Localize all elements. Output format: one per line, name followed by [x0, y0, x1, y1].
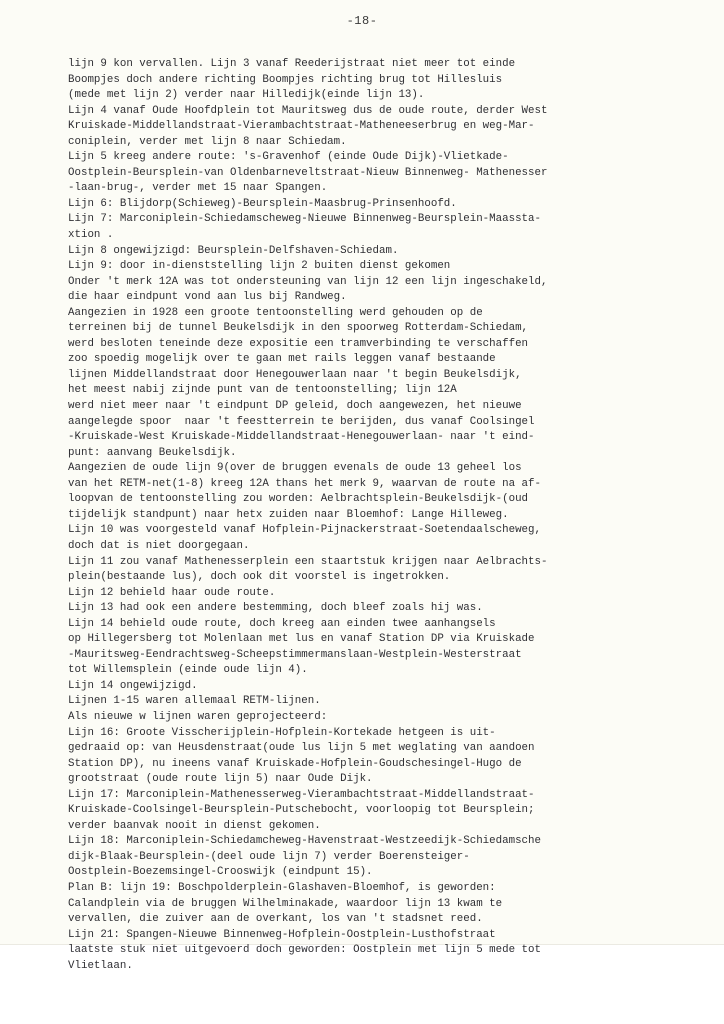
text-line: Aangezien de oude lijn 9(over de bruggen evenals de oude 13 geheel los [68, 462, 522, 475]
text-line: plein(bestaande lus), doch ook dit voorstel is ingetrokken. [68, 571, 451, 584]
text-line: Lijn 16: Groote Visscherijplein-Hofplein-Kortekade hetgeen is uit- [68, 726, 496, 739]
text-line: vervallen, die zuiver aan de overkant, los van 't stadsnet reed. [68, 913, 483, 926]
text-line: terreinen bij de tunnel Beukelsdijk in den spoorweg Rotterdam-Schiedam, [68, 322, 529, 335]
page-number: -18- [346, 14, 378, 28]
text-line: -Kruiskade-West Kruiskade-Middellandstraat-Henegouwerlaan- naar 't eind- [68, 431, 535, 444]
text-line: punt: aanvang Beukelsdijk. [68, 446, 237, 459]
text-line: die haar eindpunt vond aan lus bij Randweg. [68, 291, 347, 304]
text-line: lijnen Middellandstraat door Henegouwerlaan naar 't begin Beukelsdijk, [68, 368, 522, 381]
text-line: doch dat is niet doorgegaan. [68, 539, 250, 552]
text-line: coniplein, verder met lijn 8 naar Schiedam. [68, 135, 347, 148]
text-line: Onder 't merk 12A was tot ondersteuning van lijn 12 een lijn ingeschakeld, [68, 275, 548, 288]
text-line: -laan-brug-, verder met 15 naar Spangen. [68, 182, 328, 195]
text-line: Lijn 5 kreeg andere route: 's-Gravenhof (einde Oude Dijk)-Vlietkade- [68, 151, 509, 164]
text-line: laatste stuk niet uitgevoerd doch geworden: Oostplein met lijn 5 mede tot [68, 944, 541, 957]
text-line: werd niet meer naar 't eindpunt DP geleid, doch aangewezen, het nieuwe [68, 400, 522, 413]
text-line: Lijn 10 was voorgesteld vanaf Hofplein-Pijnackerstraat-Soetendaalscheweg, [68, 524, 541, 537]
text-line: Lijn 14 ongewijzigd. [68, 679, 198, 692]
text-line: xtion . [68, 229, 114, 242]
text-line: Lijn 17: Marconiplein-Mathenesserweg-Vierambachtstraat-Middellandstraat- [68, 788, 535, 801]
text-line: Aangezien in 1928 een groote tentoonstelling werd gehouden op de [68, 306, 483, 319]
text-line: grootstraat (oude route lijn 5) naar Oude Dijk. [68, 773, 373, 786]
text-line: Lijn 12 behield haar oude route. [68, 586, 276, 599]
text-line: Station DP), nu ineens vanaf Kruiskade-Hofplein-Goudschesingel-Hugo de [68, 757, 522, 770]
text-line: dijk-Blaak-Beursplein-(deel oude lijn 7) verder Boerensteiger- [68, 850, 470, 863]
text-line: Lijn 18: Marconiplein-Schiedamcheweg-Havenstraat-Westzeedijk-Schiedamsche [68, 835, 541, 848]
text-line: Kruiskade-Coolsingel-Beursplein-Putschebocht, voorloopig tot Beursplein; [68, 804, 535, 817]
text-line: -Mauritsweg-Eendrachtsweg-Scheepstimmermanslaan-Westplein-Westerstraat [68, 648, 522, 661]
text-line: Lijn 4 vanaf Oude Hoofdplein tot Mauritsweg dus de oude route, derder West [68, 104, 548, 117]
text-line: tijdelijk standpunt) naar hetx zuiden naar Bloemhof: Lange Hilleweg. [68, 508, 509, 521]
text-line: (mede met lijn 2) verder naar Hilledijk(einde lijn 13). [68, 89, 425, 102]
text-line: Oostplein-Beursplein-van Oldenbarneveltstraat-Nieuw Binnenweg- Mathenesser [68, 166, 548, 179]
text-line: tot Willemsplein (einde oude lijn 4). [68, 664, 308, 677]
text-line: Lijn 21: Spangen-Nieuwe Binnenweg-Hofplein-Oostplein-Lusthofstraat [68, 928, 496, 941]
text-line: aangelegde spoor naar 't feestterrein te berijden, dus vanaf Coolsingel [68, 415, 535, 428]
text-line: zoo spoedig mogelijk over te gaan met rails leggen vanaf bestaande [68, 353, 496, 366]
text-line: Boompjes doch andere richting Boompjes richting brug tot Hillesluis [68, 73, 503, 86]
text-line: Als nieuwe w lijnen waren geprojecteerd: [68, 710, 328, 723]
text-line: Lijn 7: Marconiplein-Schiedamscheweg-Nieuwe Binnenweg-Beursplein-Maassta- [68, 213, 541, 226]
text-line: Kruiskade-Middellandstraat-Vierambachtstraat-Matheneeserbrug en weg-Mar- [68, 120, 535, 133]
text-line: het meest nabij zijnde punt van de tentoonstelling; lijn 12A [68, 384, 457, 397]
text-line: Oostplein-Boezemsingel-Crooswijk (eindpunt 15). [68, 866, 373, 879]
text-line: gedraaid op: van Heusdenstraat(oude lus lijn 5 met weglating van aandoen [68, 742, 535, 755]
text-line: Lijn 6: Blijdorp(Schieweg)-Beursplein-Maasbrug-Prinsenhoofd. [68, 197, 457, 210]
text-line: werd besloten teneinde deze expositie een tramverbinding te verschaffen [68, 337, 529, 350]
text-line: verder baanvak nooit in dienst gekomen. [68, 819, 321, 832]
text-line: Lijn 11 zou vanaf Mathenesserplein een staartstuk krijgen naar Aelbrachts- [68, 555, 548, 568]
typewritten-body [68, 57, 720, 974]
text-line: van het RETM-net(1-8) kreeg 12A thans het merk 9, waarvan de route na af- [68, 477, 541, 490]
text-line: loopvan de tentoonstelling zou worden: Aelbrachtsplein-Beukelsdijk-(oud [68, 493, 529, 506]
text-line: Lijn 13 had ook een andere bestemming, doch bleef zoals hij was. [68, 602, 483, 615]
text-line: Plan B: lijn 19: Boschpolderplein-Glashaven-Bloemhof, is geworden: [68, 881, 496, 894]
text-line: Lijn 14 behield oude route, doch kreeg aan einden twee aanhangsels [68, 617, 496, 630]
text-line: Calandplein via de bruggen Wilhelminakade, waardoor lijn 13 kwam te [68, 897, 503, 910]
text-line: Lijnen 1-15 waren allemaal RETM-lijnen. [68, 695, 321, 708]
text-line: Lijn 8 ongewijzigd: Beursplein-Delfshaven-Schiedam. [68, 244, 399, 257]
text-line: lijn 9 kon vervallen. Lijn 3 vanaf Reederijstraat niet meer tot einde [68, 58, 516, 70]
text-line: Vlietlaan. [68, 959, 133, 972]
text-line: Lijn 9: door in-dienststelling lijn 2 buiten dienst gekomen [68, 260, 451, 273]
text-line: op Hillegersberg tot Molenlaan met lus en vanaf Station DP via Kruiskade [68, 633, 535, 646]
